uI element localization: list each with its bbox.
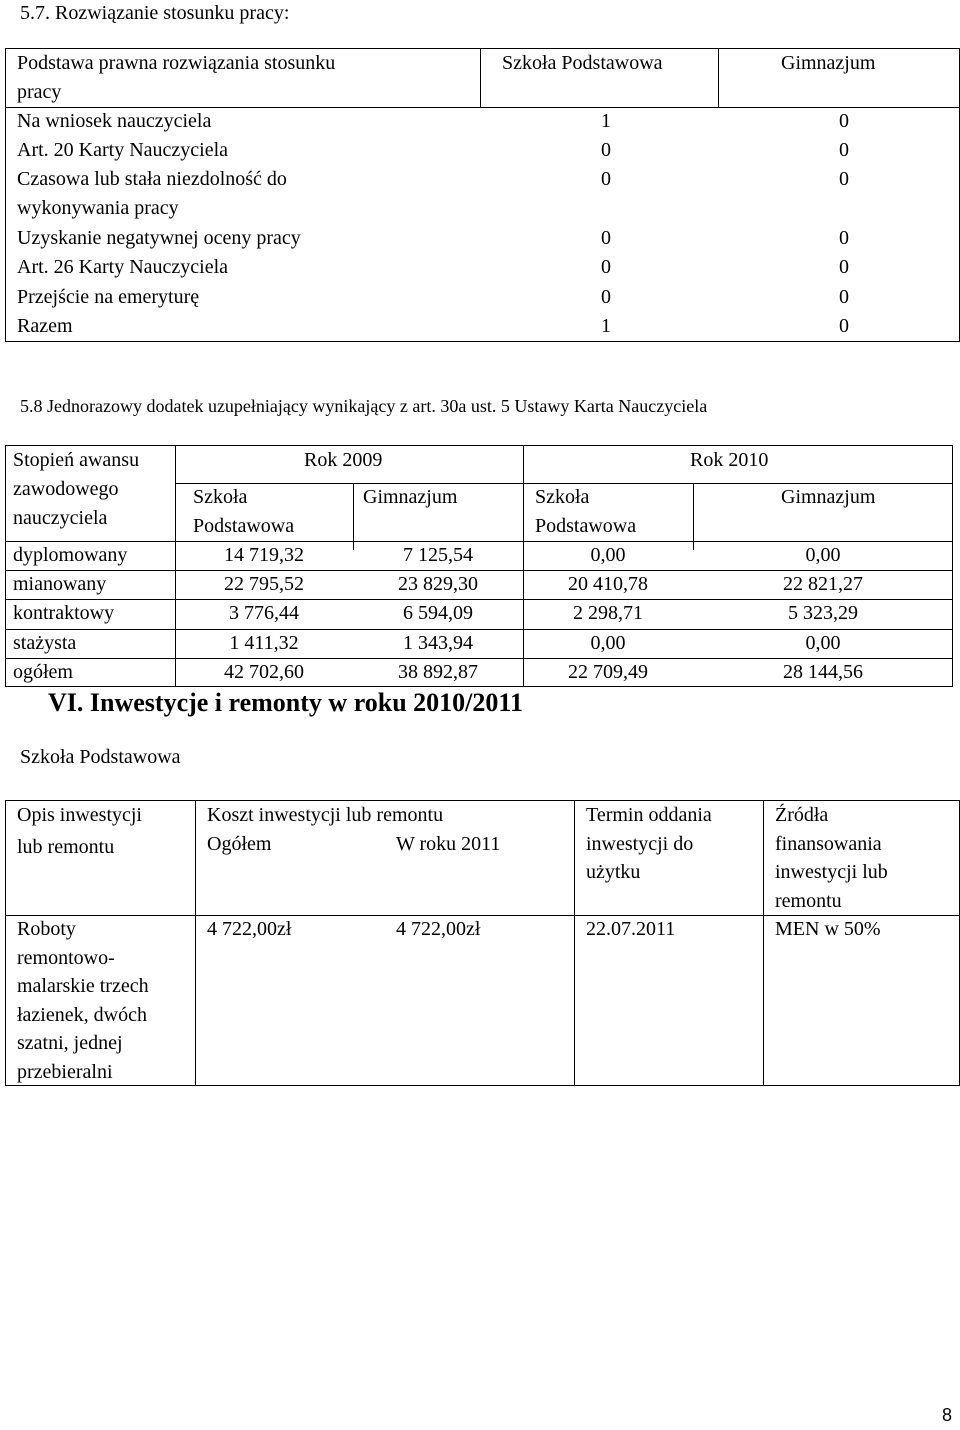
header-gim-2010: Gimnazjum [781,486,876,508]
header-year-2010: Rok 2010 [690,449,769,471]
section-58-title: 5.8 Jednorazowy dodatek uzupełniający wynikający z art. 30a ust. 5 Ustawy Karta Nauczyciela [20,396,708,416]
row-value-gim: 0 [839,139,849,161]
row-value-sp: 1 [601,110,611,132]
header-sp-2010 [535,483,636,541]
cell-sp-2009: 42 702,60 [224,661,304,683]
table-divider [574,801,575,1085]
cell-sp-2010: 0,00 [590,544,626,566]
row-label-line2: wykonywania pracy [17,197,179,219]
description-line: remontowo- [17,946,115,969]
row-label: Na wniosek nauczyciela [17,110,212,132]
row-label: Uzyskanie negatywnej oceny pracy [17,227,301,249]
section-vi-title: VI. Inwestycje i remonty w roku 2010/2011 [48,688,523,717]
investment-date: 22.07.2011 [586,918,676,940]
row-label: stażysta [13,632,77,654]
table-divider [480,49,481,107]
cell-sp-2010: 20 410,78 [568,573,648,595]
header-cost-2011: W roku 2011 [396,833,501,855]
header-completion [586,801,712,887]
investment-source: MEN w 50% [775,918,881,940]
cell-gim-2010: 22 821,27 [783,573,863,595]
header-cost-total: Ogółem [207,833,272,855]
cell-sp-2010: 22 709,49 [568,661,648,683]
cell-gim-2010: 5 323,29 [788,602,858,624]
description-line: malarskie trzech [17,975,149,998]
header-rank-line2: zawodowego [13,478,119,500]
row-value-gim: 0 [839,227,849,249]
table-row [6,283,959,312]
cell-sp-2010: 2 298,71 [573,602,643,624]
row-value-gim: 0 [839,168,849,190]
row-label: Art. 20 Karty Nauczyciela [17,139,229,161]
header-description [17,801,142,861]
description-line: Roboty [17,918,76,940]
description-line: szatni, jednej [17,1032,123,1055]
table-divider [763,801,764,1085]
header-basis-line1: Podstawa prawna rozwiązania stosunku [17,52,336,74]
row-label: mianowany [13,573,107,595]
cell-sp-2009: 22 795,52 [224,573,304,595]
row-value-gim: 0 [839,286,849,308]
header-completion-line2: inwestycji do [586,832,694,855]
header-cost: Koszt inwestycji lub remontu [207,804,444,826]
row-label: Art. 26 Karty Nauczyciela [17,256,229,278]
row-label: ogółem [13,661,73,683]
row-value-sp: 0 [601,256,611,278]
header-funding-line1: Źródła [775,804,829,826]
header-basis [17,49,335,107]
row-value-sp: 0 [601,286,611,308]
header-funding [775,801,888,915]
header-description-line1: Opis inwestycji [17,804,142,826]
header-sp-line1: Szkoła [535,486,590,508]
investments-table [5,800,960,1086]
cell-gim-2009: 38 892,87 [398,661,478,683]
header-year-2009: Rok 2009 [304,449,383,471]
investment-2011: 4 722,00zł [396,918,481,940]
table-divider [693,483,694,550]
row-value-gim: 0 [839,256,849,278]
cell-gim-2009: 23 829,30 [398,573,478,595]
row-value-sp: 0 [601,227,611,249]
row-label: Razem [17,315,73,337]
cell-gim-2010: 0,00 [805,632,841,654]
header-completion-line3: użytku [586,861,641,884]
row-value-gim: 0 [839,315,849,337]
header-primary-school: Szkoła Podstawowa [502,52,663,74]
header-sp-line2: Podstawowa [193,515,295,537]
table-row [6,107,959,136]
header-completion-line1: Termin oddania [586,804,712,826]
cell-gim-2009: 6 594,09 [403,602,473,624]
supplement-table [5,445,953,687]
header-funding-line3: inwestycji lub [775,861,888,884]
header-sp-line2: Podstawowa [535,515,637,537]
cell-sp-2010: 0,00 [590,632,626,654]
table-row [6,165,959,223]
row-label: kontraktowy [13,602,115,624]
row-value-sp: 0 [601,139,611,161]
header-rank [13,446,139,533]
investment-total: 4 722,00zł [207,918,292,940]
description-line: łazienek, dwóch [17,1003,147,1026]
header-basis-line2: pracy [17,81,62,103]
description-line: przebieralni [17,1060,113,1083]
cell-gim-2010: 0,00 [805,544,841,566]
table-divider [353,483,354,550]
section-57-title: 5.7. Rozwiązanie stosunku pracy: [20,2,290,24]
row-value-gim: 0 [839,110,849,132]
header-funding-line2: finansowania [775,832,882,855]
cell-gim-2009: 1 343,94 [403,632,473,654]
cell-sp-2009: 1 411,32 [229,632,299,654]
row-label: Przejście na emeryturę [17,286,200,308]
table-row [6,136,959,165]
row-label [17,165,287,223]
table-divider [195,801,196,1085]
header-sp-2009 [193,483,294,541]
header-rank-line1: Stopień awansu [13,449,140,471]
row-value-sp: 1 [601,315,611,337]
cell-gim-2010: 28 144,56 [783,661,863,683]
header-sp-line1: Szkoła [193,486,248,508]
table-row [6,224,959,253]
header-rank-line3: nauczyciela [13,507,108,529]
cell-gim-2009: 7 125,54 [403,544,473,566]
row-label: dyplomowany [13,544,128,566]
table-divider [718,49,719,107]
header-gim-2009: Gimnazjum [363,486,458,508]
row-value-sp: 0 [601,168,611,190]
investment-description [17,915,149,1087]
header-gymnasium: Gimnazjum [781,52,876,74]
school-subtitle: Szkoła Podstawowa [20,746,181,768]
header-funding-line4: remontu [775,889,842,912]
table-row-total [6,312,959,341]
cell-sp-2009: 14 719,32 [224,544,304,566]
row-label-line1: Czasowa lub stała niezdolność do [17,168,287,190]
header-description-line2: lub remontu [17,835,115,858]
cell-sp-2009: 3 776,44 [229,602,299,624]
page-number: 8 [941,1405,952,1425]
table-row [6,253,959,282]
termination-table [5,48,960,342]
